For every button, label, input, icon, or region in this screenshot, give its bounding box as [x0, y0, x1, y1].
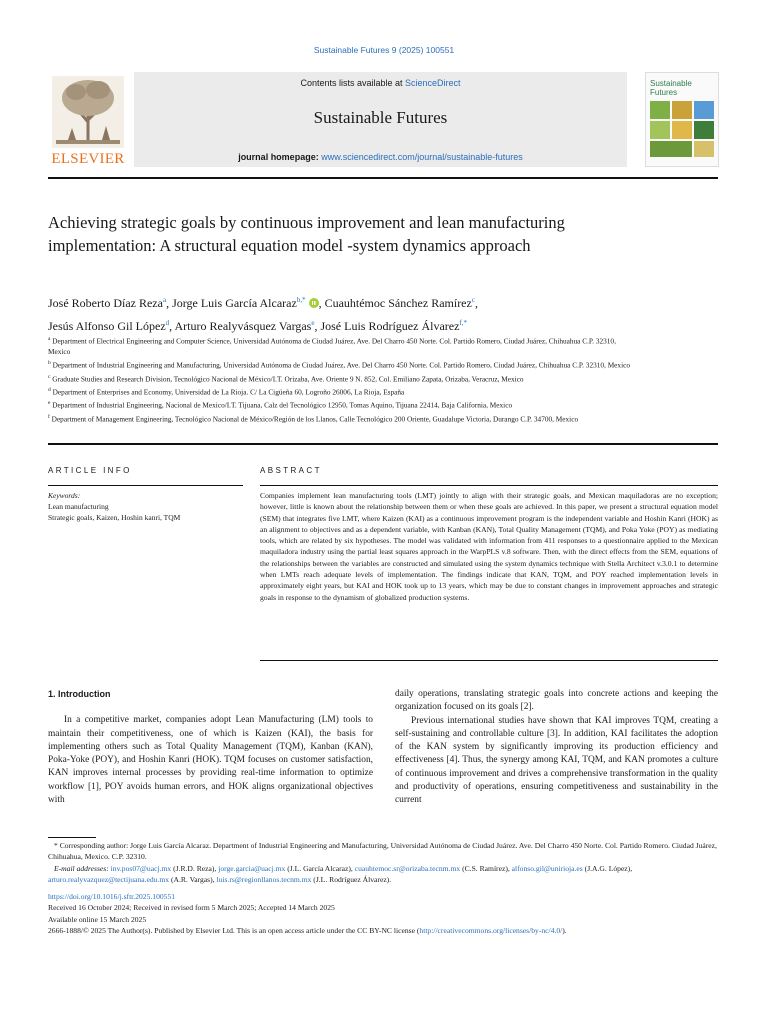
affiliation-sup: f	[48, 413, 50, 420]
author-sup[interactable]: e	[311, 319, 315, 327]
article-info-heading: ARTICLE INFO	[48, 466, 132, 475]
email-link[interactable]: arturo.realyvazquez@tectijuana.edu.mx	[48, 874, 170, 884]
affiliation-sup: e	[48, 400, 51, 407]
email-addresses	[48, 863, 718, 886]
license-link[interactable]: http://creativecommons.org/licenses/by-nc/4.0/	[419, 926, 563, 936]
email-owner: (J.L. García Alcaraz),	[285, 863, 355, 873]
body-paragraph: daily operations, translating strategic goals into concrete actions and keeping the organization focused on its goals [2].	[395, 689, 718, 713]
affiliation-sup: a	[48, 336, 51, 342]
affiliation-item	[48, 358, 638, 371]
body-column-right	[395, 688, 718, 808]
affiliation-sup: c	[48, 373, 51, 380]
body-column-left	[48, 688, 373, 807]
author-name[interactable]: Jesús Alfonso Gil López	[48, 319, 166, 333]
author-list	[48, 290, 718, 336]
author-name[interactable]: José Luis Rodríguez Álvarez	[320, 319, 460, 333]
email-link[interactable]: cuauhtemoc.sr@orizaba.tecnm.mx	[354, 863, 461, 873]
email-label: E-mail addresses:	[54, 863, 111, 873]
journal-banner	[134, 72, 627, 167]
author-name[interactable]: Jorge Luis García Alcaraz	[172, 296, 297, 310]
author-name[interactable]: Arturo Realyvásquez Vargas	[174, 319, 312, 333]
email-link[interactable]: inv.pos07@uacj.mx	[110, 863, 172, 873]
affiliation-item	[48, 372, 638, 385]
author-sup[interactable]: a	[162, 296, 167, 304]
email-link[interactable]: luis.rs@regionllanos.tecnm.mx	[216, 874, 312, 884]
doi-text[interactable]: https://doi.org/10.1016/j.sftr.2025.100551	[48, 892, 176, 902]
license-text: 2666-1888/© 2025 The Author(s). Published by Elsevier Ltd. This is an open access article under the CC BY-NC license (	[48, 926, 420, 936]
author-sup[interactable]: f,*	[459, 319, 468, 327]
keywords-block	[48, 490, 243, 523]
journal-title: Sustainable Futures	[313, 108, 448, 127]
received-dates: Received 16 October 2024; Received in revised form 5 March 2025; Accepted 14 March 2025	[48, 903, 335, 913]
article-info-rule	[48, 485, 243, 486]
license-note	[48, 925, 718, 936]
masthead-rule	[48, 177, 718, 179]
cover-image	[650, 101, 714, 157]
contents-line	[134, 78, 627, 88]
abstract-rule	[260, 485, 718, 486]
doi-link[interactable]	[48, 891, 718, 902]
affiliation-item	[48, 412, 638, 425]
author-line-2: Jesús Alfonso Gil López$^d$, Arturo Realyvásquez Vargas$^e$, José Luis Rodríguez Álvarez$^{f,*}$	[48, 319, 468, 333]
section-rule	[48, 443, 718, 445]
affiliation-sup: b	[48, 360, 51, 367]
orcid-icon[interactable]	[309, 298, 319, 308]
abstract-heading: ABSTRACT	[260, 466, 322, 475]
homepage-label: journal homepage:	[238, 152, 322, 162]
author-sup[interactable]: b,*	[296, 296, 306, 304]
email-owner: (C.S. Ramírez),	[460, 863, 512, 873]
body-paragraph: In a competitive market, companies adopt Lean Manufacturing (LM) tools to maintain their competitiveness, one of which is Kaizen (KAI), the basis for implementing others such as Total Quality Management (TQM), Kanban (KAN), Poka-Yoke (POY), and Hoshin Kanri (HOK). TQM focuses on customer satisfaction, KAN improves internal processes by providing real-time information to optimize workflow [1], POY avoids human errors, and HOK aligns organizational objectives with	[48, 715, 373, 806]
abstract-end-rule	[260, 660, 718, 661]
affiliation-text: Department of Industrial Engineering and Manufacturing, Universidad Autónoma de Ciudad Juárez, Ave. Del Charro 450 Norte. Col. Partido Romero, Ciudad Juárez, Chihuahua C.P. 32310, Mexico	[52, 360, 630, 370]
masthead	[48, 70, 718, 170]
affiliation-text: Department of Enterprises and Economy, Universidad de La Rioja. C/ La Cigüeña 60, Logroño 26006, La Rioja, España	[52, 387, 405, 397]
email-owner: (J.R.D. Reza),	[171, 863, 219, 873]
affiliation-text: Graduate Studies and Research Division, Tecnológico Nacional de México/I.T. Orizaba, Ave. Oriente 9 N. 852, Col. Emiliano Zapata, Orizaba, Veracruz, Mexico	[52, 373, 524, 383]
cover-title-2: Futures	[650, 88, 678, 97]
homepage-line	[134, 152, 627, 162]
article-title: Achieving strategic goals by continuous improvement and lean manufacturing implementation: A structural equation model -system dynamics approach	[48, 213, 565, 255]
journal-reference[interactable]: Sustainable Futures 9 (2025) 100551	[313, 45, 455, 55]
keyword-item: Lean manufacturing	[48, 502, 109, 511]
sciencedirect-link[interactable]: ScienceDirect	[405, 78, 461, 88]
affiliation-text: Department of Industrial Engineering, Nacional de Mexico/I.T. Tijuana, Calz del Tecnológico 12950, Tomas Aquino, Tijuana 22414, Baja California, Mexico	[52, 400, 513, 410]
affiliation-item	[48, 334, 638, 358]
email-link[interactable]: jorge.garcia@uacj.mx	[218, 863, 286, 873]
affiliation-text: Department of Management Engineering, Tecnológico Nacional de México/Región de los Llanos, Calle Tecnológico 200 Oriente, Guadalupe Victoria, Durango C.P. 34700, Mexico	[51, 413, 579, 423]
affiliations	[48, 334, 638, 425]
affiliation-item	[48, 385, 638, 398]
publisher-name: ELSEVIER	[51, 151, 125, 167]
section-heading-introduction: 1. Introduction	[48, 689, 111, 699]
author-sup[interactable]: d	[165, 319, 170, 327]
email-link[interactable]: alfonso.gil@unirioja.es	[511, 863, 583, 873]
license-end: ).	[562, 926, 567, 936]
email-owner: (A.R. Vargas),	[169, 874, 217, 884]
abstract-text: Companies implement lean manufacturing tools (LMT) jointly to align with their strategic goals, and Mexican maquiladoras are no exception; however, little is known about the relationship between them or when these goals are achieved. In this paper, we present a structural equation model (SEM) that integrates five LMT, where Kaizen (KAI) as a continuous improvement program is the independent variable and Hoshin Kanri (HOK) as an alignment to objectives and as a dependent variable, with Kanban (KAN), Total Quality Management (TQM), and Poka Yoke (POY) as mediating tools, which are related by six hypotheses. The model was validated with information from 411 responses to a questionnaire applied to the Mexican maquiladora industry using the partial least squares approach in the WarpPLS v.8 software. Then, with the direct effects from the SEM, equations of the relationships between the variables are constructed and simulated using the system dynamics technique with Stella Architect v.3.0.1 to determine when LMTs reach adequate levels of implementation. The findings indicate that KAN, TQM, and POY reached implementation levels in approximately eight years, but KAI and HOK took up to 13 years, which may be due to constant changes in improvement approaches and strategic goals in response to the dynamism of globalized production systems.	[260, 491, 718, 602]
author-name[interactable]: José Roberto Díaz Reza	[48, 296, 163, 310]
available-online: Available online 15 March 2025	[48, 914, 147, 924]
email-owner: (J.L. Rodríguez Álvarez).	[311, 874, 392, 884]
author-sup[interactable]: c	[471, 296, 475, 304]
corresponding-author-note: * Corresponding author: Jorge Luis García Alcaraz. Department of Industrial Engineering and Manufacturing, Universidad Autónoma de Ciudad Juárez. Ave. Del Charro 450 Norte. Col. Partido Romero. Ciudad Juárez, Chihuahua, Mexico. C.P. 32310.	[48, 841, 717, 862]
author-line-1: José Roberto Díaz Reza$^a$, Jorge Luis García Alcaraz$^{b,*}$ , Cuauhtémoc Sánchez Ramírez$^c$,	[48, 296, 478, 310]
email-owner: (J.A.G. López),	[582, 863, 633, 873]
body-paragraph: Previous international studies have shown that KAI improves TQM, creating a self-sustaining and controllable culture [3]. In addition, KAI facilitates the adoption of the KAN system by significantly improving its production efficiency and effectiveness [4]. Thus, the synergy among KAI, TQM, and KAN promotes a culture of continuous improvement and drives a comprehensive transformation in the quality and productivity of operations, ensuring competitiveness and sustainability in the current	[395, 715, 718, 806]
homepage-link[interactable]: www.sciencedirect.com/journal/sustainable-futures	[321, 152, 523, 162]
affiliation-text: Department of Electrical Engineering and Computer Science, Universidad Autónoma de Ciudad Juárez, Ave. Del Charro 450 Norte. Col. Partido Romero, Ciudad Juárez, Chihuahua C.P. 32310, Mexico	[48, 336, 616, 357]
keyword-item: Strategic goals, Kaizen, Hoshin kanri, TQM	[48, 513, 181, 522]
affiliation-item	[48, 398, 638, 411]
footnotes	[48, 840, 718, 936]
author-name[interactable]: Cuauhtémoc Sánchez Ramírez	[324, 296, 472, 310]
footnote-rule	[48, 837, 96, 838]
keywords-label: Keywords:	[48, 491, 81, 500]
journal-cover-thumbnail[interactable]	[645, 72, 719, 167]
contents-prefix: Contents lists available at	[300, 78, 406, 88]
affiliation-sup: d	[48, 386, 51, 393]
cover-title-1: Sustainable	[650, 79, 692, 88]
